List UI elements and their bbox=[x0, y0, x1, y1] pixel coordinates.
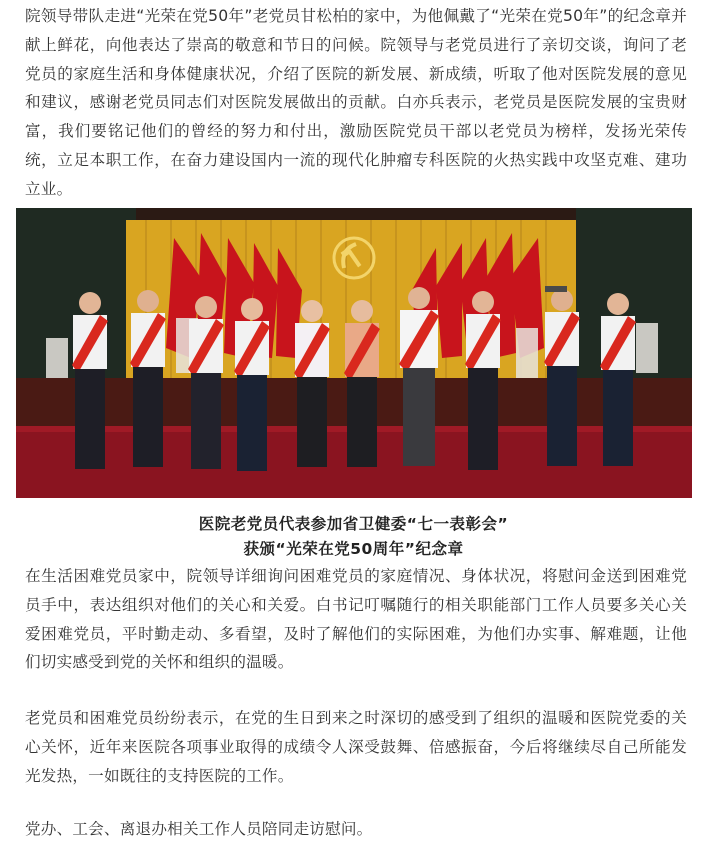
article-paragraph-attendees: 党办、工会、离退办相关工作人员陪同走访慰问。 bbox=[25, 820, 373, 838]
photo-caption-line-1: 医院老党员代表参加省卫健委“七一表彰会” bbox=[198, 515, 509, 533]
article-paragraph-response: 老党员和困难党员纷纷表示，在党的生日到来之时深切的感受到了组织的温暖和医院党委的关心关怀，近年来医院各项事业取得的成绩令人深受鼓舞、倍感振奋，今后将继续尽自己所能发光发热，一如既往的支持医院的工作。 bbox=[25, 709, 687, 785]
ceremony-photo bbox=[16, 208, 692, 498]
article-paragraph-visit: 院领导带队走进“光荣在党50年”老党员甘松柏的家中，为他佩戴了“光荣在党50年”的纪念章并献上鲜花，向他表达了崇高的敬意和节日的问候。院领导与老党员进行了亲切交谈，询问了老党员的家庭生活和身体健康状况，介绍了医院的新发展、新成绩，听取了他对医院发展的意见和建议，感谢老党员同志们对医院发展做出的贡献。白亦兵表示，老党员是医院发展的宝贵财富，我们要铭记他们的曾经的努力和付出，激励医院党员干部以老党员为榜样，发扬光荣传统，立足本职工作，在奋力建设国内一流的现代化肿瘤专科医院的火热实践中攻坚克难、建功立业。 bbox=[25, 7, 687, 198]
photo-caption-line-2: 获颁“光荣在党50周年”纪念章 bbox=[243, 540, 464, 558]
awardees-group bbox=[72, 286, 636, 471]
article-paragraph-hardship: 在生活困难党员家中，院领导详细询问困难党员的家庭情况、身体状况，将慰问金送到困难党员手中，表达组织对他们的关心和关爱。白书记叮嘱随行的相关职能部门工作人员要多关心关爱困难党员，平时勤走动、多看望，及时了解他们的实际困难，为他们办实事、解难题，让他们切实感受到党的关怀和组织的温暖。 bbox=[25, 567, 687, 672]
